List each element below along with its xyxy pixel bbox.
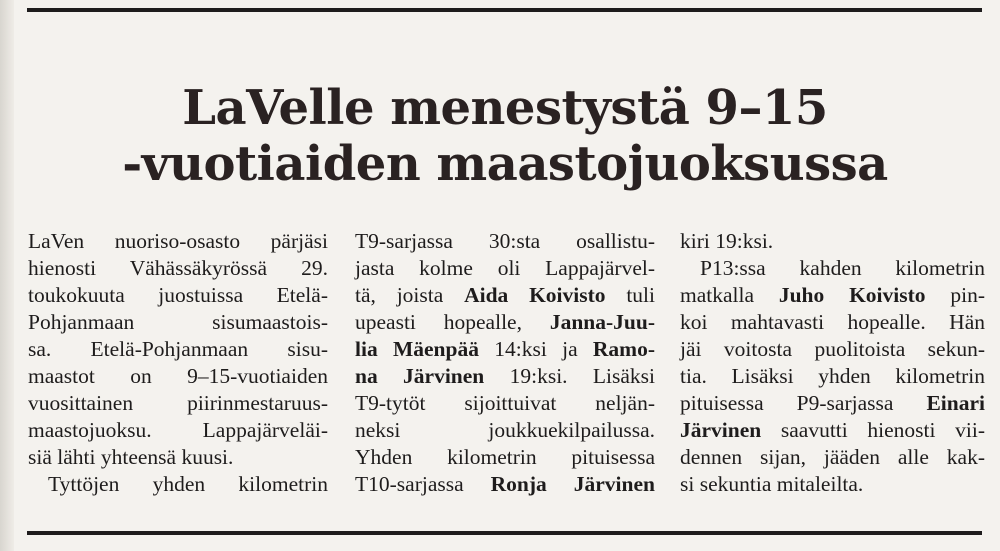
line-text: upeasti hopealle, xyxy=(355,310,550,334)
line-text: neksi joukkuekilpailussa. xyxy=(355,418,655,442)
person-name: Ramo- xyxy=(592,337,655,361)
line-text: kiri 19:ksi. xyxy=(680,229,774,253)
line-text: jasta kolme oli Lappajärvel- xyxy=(355,256,655,280)
headline-line-2: -vuotiaiden maastojuoksussa xyxy=(122,136,888,192)
article-line xyxy=(355,336,655,363)
article-line xyxy=(28,228,328,255)
line-text: jäi voitosta puolitoista sekun- xyxy=(680,337,985,361)
article-line xyxy=(680,255,985,282)
person-name: Juho Koivisto xyxy=(778,283,926,307)
line-text: 14:ksi ja xyxy=(478,337,593,361)
line-text: hienosti Vähässäkyrössä 29. xyxy=(28,256,328,280)
line-text: sa. Etelä-Pohjanmaan sisu- xyxy=(28,337,328,361)
line-text: Tyttöjen yhden kilometrin xyxy=(48,472,328,496)
line-text: saavutti hienosti vii- xyxy=(761,418,985,442)
article-column-3 xyxy=(680,228,985,498)
article-line xyxy=(28,471,328,498)
article-line xyxy=(355,228,655,255)
headline-line-1: LaVelle menestystä 9–15 xyxy=(182,80,828,136)
article-line xyxy=(680,336,985,363)
line-text: tia. Lisäksi yhden kilometrin xyxy=(680,364,985,388)
article-line xyxy=(355,309,655,336)
line-text: pin- xyxy=(925,283,985,307)
line-text: pituisessa P9-sarjassa xyxy=(680,391,927,415)
person-name: lia Mäenpää xyxy=(355,337,479,361)
article-line xyxy=(355,390,655,417)
article-line xyxy=(355,444,655,471)
article-line xyxy=(680,282,985,309)
line-text: si sekuntia mitaleilta. xyxy=(680,472,864,496)
article-line xyxy=(680,444,985,471)
article-line xyxy=(28,444,328,471)
article-headline xyxy=(20,80,990,192)
line-text: Pohjanmaan sisumaastois- xyxy=(28,310,328,334)
person-name: Einari xyxy=(926,391,985,415)
line-text: 19:ksi. Lisäksi xyxy=(484,364,656,388)
line-text: vuosittainen piirinmestaruus- xyxy=(28,391,328,415)
article-line xyxy=(28,309,328,336)
article-line xyxy=(355,363,655,390)
line-text: T9-tytöt sijoittuivat neljän- xyxy=(355,391,655,415)
article-line xyxy=(28,282,328,309)
person-name: Janna-Juu- xyxy=(549,310,655,334)
line-text: Yhden kilometrin pituisessa xyxy=(355,445,655,469)
line-text: P13:ssa kahden kilometrin xyxy=(700,256,985,280)
line-text: siä lähti yhteensä kuusi. xyxy=(28,445,234,469)
article-line xyxy=(355,282,655,309)
article-line xyxy=(28,363,328,390)
line-text: maastot on 9–15-vuotiaiden xyxy=(28,364,328,388)
article-line xyxy=(680,309,985,336)
line-text: T9-sarjassa 30:sta osallistu- xyxy=(355,229,655,253)
article-line xyxy=(28,417,328,444)
bottom-rule xyxy=(27,531,982,535)
line-text: toukokuuta juostuissa Etelä- xyxy=(28,283,328,307)
person-name: Aida Koivisto xyxy=(464,283,606,307)
article-line xyxy=(355,255,655,282)
article-column-2 xyxy=(355,228,655,498)
person-name: Ronja Järvinen xyxy=(490,472,655,496)
page-edge-shadow xyxy=(0,0,14,551)
article-line xyxy=(28,390,328,417)
line-text: LaVen nuoriso-osasto pärjäsi xyxy=(28,229,328,253)
person-name: Järvinen xyxy=(680,418,762,442)
line-text: matkalla xyxy=(680,283,779,307)
article-line xyxy=(355,417,655,444)
article-line xyxy=(28,336,328,363)
person-name: na Järvinen xyxy=(355,364,485,388)
article-line xyxy=(355,471,655,498)
line-text: T10-sarjassa xyxy=(355,472,491,496)
article-line xyxy=(680,363,985,390)
line-text: tuli xyxy=(605,283,655,307)
line-text: maastojuoksu. Lappajärveläi- xyxy=(28,418,328,442)
article-column-1 xyxy=(28,228,328,498)
article-line xyxy=(680,417,985,444)
line-text: dennen sijan, jääden alle kak- xyxy=(680,445,985,469)
line-text: tä, joista xyxy=(355,283,465,307)
top-rule xyxy=(27,8,982,12)
article-line xyxy=(680,471,985,498)
line-text: koi mahtavasti hopealle. Hän xyxy=(680,310,985,334)
article-line xyxy=(680,228,985,255)
article-line xyxy=(680,390,985,417)
article-line xyxy=(28,255,328,282)
